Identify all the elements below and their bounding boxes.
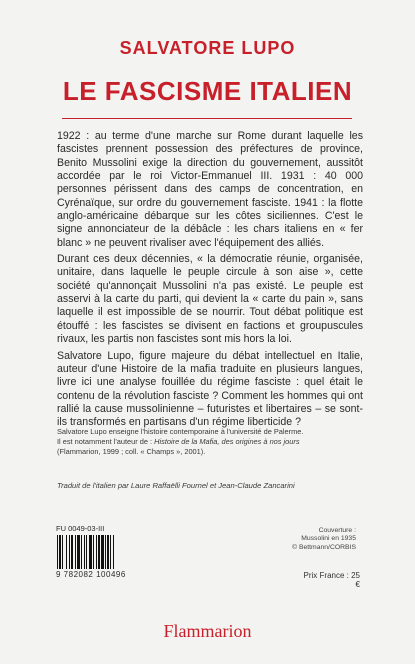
barcode-icon xyxy=(56,535,152,569)
barcode-block xyxy=(56,524,156,579)
bio-line-2-prefix: Il est notamment l'auteur de : xyxy=(57,436,155,446)
title-divider xyxy=(62,118,352,119)
translator-credit: Traduit de l'italien par Laure Raffaëlli Fournel et Jean-Claude Zancarini xyxy=(57,481,295,490)
book-title: LE FASCISME ITALIEN xyxy=(62,76,353,106)
back-cover-blurb xyxy=(57,130,363,433)
bio-book-title: Histoire de la Mafia, des origines à nos jours xyxy=(154,436,300,446)
blurb-paragraph-2: Durant ces deux décennies, « la démocratie réunie, organisée, unitaire, dans laquelle le peuple circule à son aise », cette société qu'annonçait Mussolini n'a pas existé. Le peuple est asservi à la carte du parti, qui devient la « carte du pain », sans laquelle il est impossible de se nourrir. Tout débat politique est étouffé : les fascistes se divisent en factions et groupuscules rivaux, les partis non fascistes sont mis hors la loi. xyxy=(57,253,363,346)
blurb-paragraph-3: Salvatore Lupo, figure majeure du débat intellectuel en Italie, auteur d'une Histoire de la mafia traduite en plusieurs langues, livre ici une analyse fouillée du régime fasciste : quel était le contenu de la révolution fasciste ? Comment les hommes qui ont rallié la cause mussolinienne – futuristes et libertaires – se sont-ils transformés en partisans d'un régime liberticide ? xyxy=(57,349,363,429)
cover-credit-line-2: Mussolini en 1935 xyxy=(301,535,356,543)
blurb-paragraph-1: 1922 : au terme d'une marche sur Rome durant laquelle les fascistes prennent possession des préfectures de province, Benito Mussolini exige la direction du gouvernement, aussitôt accordée par le roi Victor-Emmanuel III. 1931 : 40 000 personnes périssent dans des camps de concentration, en Cyrénaïque, sur ordre du gouvernement fasciste. 1941 : la flotte anglo-américaine débarque sur les côtes siciliennes. C'est le signe annonciateur de la débâcle : les chars italiens en « fer blanc » ne peuvent rivaliser avec l'équipement des alliés. xyxy=(57,130,363,249)
cover-credit xyxy=(290,527,356,552)
isbn-digits: 9 782082 100496 xyxy=(56,570,126,579)
author-name: SALVATORE LUPO xyxy=(119,38,296,58)
author-bio xyxy=(57,427,363,456)
cover-credit-line-1: Couverture : xyxy=(318,527,356,534)
bio-line-2 xyxy=(57,437,363,447)
bio-line-3: (Flammarion, 1999 ; coll. « Champs », 2001). xyxy=(57,446,206,456)
price-label: Prix France : 25 € xyxy=(303,571,360,589)
product-code: FU 0049-03-III xyxy=(56,524,105,533)
publisher-logo: Flammarion xyxy=(163,621,252,641)
cover-credit-line-3: © Bettmann/CORBIS xyxy=(292,543,356,551)
bio-line-1: Salvatore Lupo enseigne l'histoire contemporaine à l'université de Palerme. xyxy=(57,427,304,436)
